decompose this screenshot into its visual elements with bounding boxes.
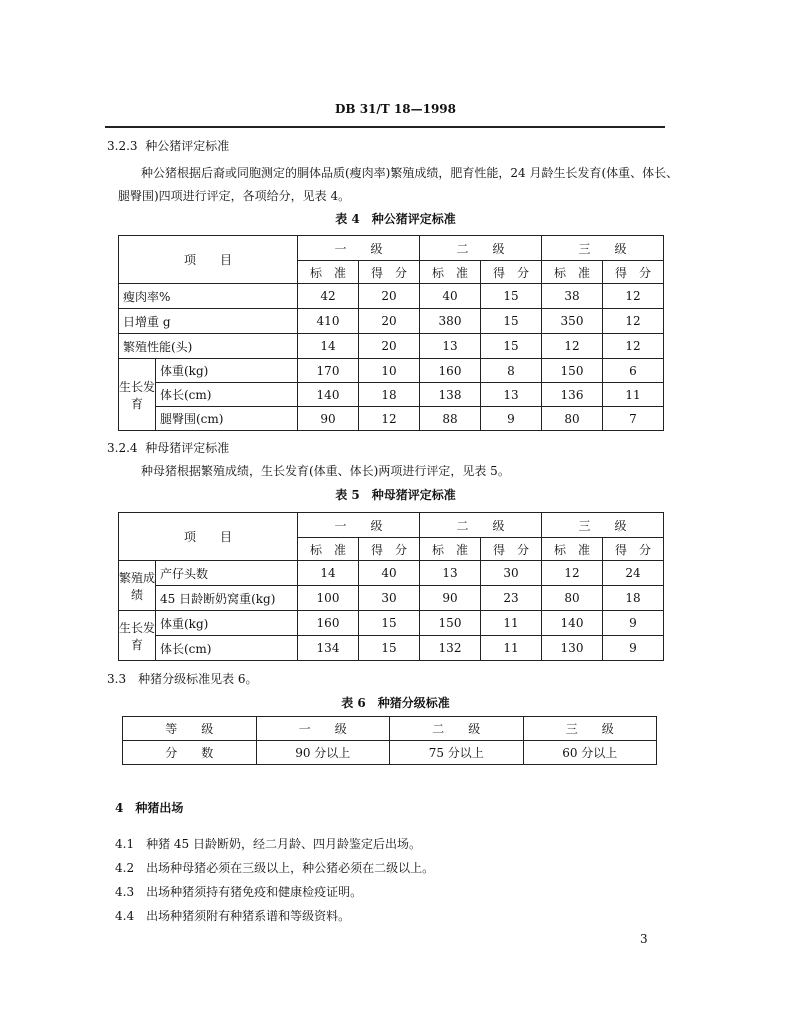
header-row bbox=[119, 236, 664, 261]
score-header: 得 分 bbox=[481, 261, 542, 284]
value-cell: 24 bbox=[603, 561, 664, 586]
value-cell: 20 bbox=[359, 334, 420, 359]
score-header: 得 分 bbox=[359, 261, 420, 284]
score-header: 得 分 bbox=[603, 538, 664, 561]
table-4-caption: 表 4 种公猪评定标准 bbox=[335, 212, 456, 226]
table-4 bbox=[118, 235, 664, 431]
table-row bbox=[119, 284, 664, 309]
standard-header: 标 准 bbox=[542, 261, 603, 284]
section-title: 种母猪评定标准 bbox=[145, 441, 230, 455]
group-label: 繁殖成绩 bbox=[119, 561, 156, 611]
header-rule bbox=[105, 126, 665, 128]
table-row bbox=[119, 383, 664, 407]
table-5 bbox=[118, 512, 664, 661]
value-cell: 90 分以上 bbox=[256, 741, 390, 765]
value-cell: 9 bbox=[603, 636, 664, 661]
section-number: 3.2.3 bbox=[107, 139, 138, 153]
section-number: 3.2.4 bbox=[107, 441, 138, 455]
table-row bbox=[119, 561, 664, 586]
value-cell: 30 bbox=[359, 586, 420, 611]
value-cell: 38 bbox=[542, 284, 603, 309]
row-label: 腿臀围(cm) bbox=[156, 407, 298, 431]
table-row bbox=[119, 611, 664, 636]
value-cell: 15 bbox=[359, 611, 420, 636]
section-title: 种公猪评定标准 bbox=[145, 139, 230, 153]
value-cell: 80 bbox=[542, 407, 603, 431]
value-cell: 二 级 bbox=[390, 717, 524, 741]
group-label: 生长发育 bbox=[119, 359, 156, 431]
row-label: 体重(kg) bbox=[156, 611, 298, 636]
value-cell: 75 分以上 bbox=[390, 741, 524, 765]
table-6 bbox=[122, 716, 657, 765]
header-row bbox=[119, 513, 664, 538]
value-cell: 140 bbox=[298, 383, 359, 407]
score-header: 得 分 bbox=[603, 261, 664, 284]
row-label: 日增重 g bbox=[119, 309, 298, 334]
value-cell: 9 bbox=[603, 611, 664, 636]
grade-header: 二 级 bbox=[420, 513, 542, 538]
table-row bbox=[123, 717, 657, 741]
section-4-heading: 4 种猪出场 bbox=[115, 801, 184, 815]
value-cell: 30 bbox=[481, 561, 542, 586]
value-cell: 90 bbox=[420, 586, 481, 611]
standard-header: 标 准 bbox=[420, 261, 481, 284]
standard-header: DB 31/T 18—1998 bbox=[334, 102, 456, 116]
row-label: 等 级 bbox=[123, 717, 257, 741]
value-cell: 42 bbox=[298, 284, 359, 309]
row-label: 45 日龄断奶窝重(kg) bbox=[156, 586, 298, 611]
value-cell: 380 bbox=[420, 309, 481, 334]
value-cell: 130 bbox=[542, 636, 603, 661]
table-row bbox=[123, 741, 657, 765]
value-cell: 8 bbox=[481, 359, 542, 383]
clause-item: 4.3 出场种猪须持有猪免疫和健康检疫证明。 bbox=[115, 885, 363, 899]
table-row bbox=[119, 359, 664, 383]
value-cell: 90 bbox=[298, 407, 359, 431]
grade-header: 三 级 bbox=[542, 236, 664, 261]
value-cell: 20 bbox=[359, 284, 420, 309]
value-cell: 11 bbox=[481, 636, 542, 661]
value-cell: 132 bbox=[420, 636, 481, 661]
value-cell: 80 bbox=[542, 586, 603, 611]
value-cell: 12 bbox=[603, 309, 664, 334]
value-cell: 15 bbox=[481, 284, 542, 309]
value-cell: 15 bbox=[481, 309, 542, 334]
value-cell: 6 bbox=[603, 359, 664, 383]
paragraph: 种母猪根据繁殖成绩，生长发育(体重、体长)两项进行评定，见表 5。 bbox=[141, 464, 510, 478]
value-cell: 12 bbox=[603, 284, 664, 309]
value-cell: 150 bbox=[420, 611, 481, 636]
standard-header: 标 准 bbox=[298, 261, 359, 284]
grade-header: 三 级 bbox=[542, 513, 664, 538]
table-row bbox=[119, 586, 664, 611]
score-header: 得 分 bbox=[359, 538, 420, 561]
row-label: 分 数 bbox=[123, 741, 257, 765]
value-cell: 15 bbox=[359, 636, 420, 661]
standard-header: 标 准 bbox=[542, 538, 603, 561]
value-cell: 10 bbox=[359, 359, 420, 383]
value-cell: 三 级 bbox=[523, 717, 657, 741]
grade-header: 一 级 bbox=[298, 236, 420, 261]
item-header: 项 目 bbox=[119, 513, 298, 561]
table-6-caption: 表 6 种猪分级标准 bbox=[341, 696, 450, 710]
value-cell: 150 bbox=[542, 359, 603, 383]
value-cell: 134 bbox=[298, 636, 359, 661]
paragraph: 腿臀围)四项进行评定，各项给分，见表 4。 bbox=[118, 189, 351, 203]
value-cell: 160 bbox=[420, 359, 481, 383]
group-label: 生长发育 bbox=[119, 611, 156, 661]
value-cell: 138 bbox=[420, 383, 481, 407]
row-label: 繁殖性能(头) bbox=[119, 334, 298, 359]
value-cell: 13 bbox=[420, 334, 481, 359]
page-number: 3 bbox=[640, 932, 648, 946]
value-cell: 14 bbox=[298, 561, 359, 586]
clause-item: 4.4 出场种猪须附有种猪系谱和等级资料。 bbox=[115, 909, 351, 923]
value-cell: 12 bbox=[542, 561, 603, 586]
row-label: 体长(cm) bbox=[156, 383, 298, 407]
value-cell: 12 bbox=[542, 334, 603, 359]
value-cell: 14 bbox=[298, 334, 359, 359]
value-cell: 88 bbox=[420, 407, 481, 431]
value-cell: 13 bbox=[420, 561, 481, 586]
value-cell: 15 bbox=[481, 334, 542, 359]
value-cell: 12 bbox=[603, 334, 664, 359]
item-header: 项 目 bbox=[119, 236, 298, 284]
section-3-2-3-heading bbox=[107, 137, 229, 154]
clause-item: 4.2 出场种母猪必须在三级以上，种公猪必须在二级以上。 bbox=[115, 861, 435, 875]
value-cell: 9 bbox=[481, 407, 542, 431]
value-cell: 13 bbox=[481, 383, 542, 407]
score-header: 得 分 bbox=[481, 538, 542, 561]
row-label: 体长(cm) bbox=[156, 636, 298, 661]
value-cell: 7 bbox=[603, 407, 664, 431]
value-cell: 23 bbox=[481, 586, 542, 611]
table-row bbox=[119, 309, 664, 334]
standard-header: 标 准 bbox=[298, 538, 359, 561]
value-cell: 350 bbox=[542, 309, 603, 334]
value-cell: 18 bbox=[359, 383, 420, 407]
table-row bbox=[119, 407, 664, 431]
paragraph: 种公猪根据后裔或同胞测定的胴体品质(瘦肉率)繁殖成绩，肥育性能，24 月龄生长发育(体重、体长、 bbox=[141, 166, 679, 180]
value-cell: 11 bbox=[603, 383, 664, 407]
value-cell: 11 bbox=[481, 611, 542, 636]
value-cell: 20 bbox=[359, 309, 420, 334]
value-cell: 60 分以上 bbox=[523, 741, 657, 765]
value-cell: 40 bbox=[420, 284, 481, 309]
value-cell: 40 bbox=[359, 561, 420, 586]
table-5-caption: 表 5 种母猪评定标准 bbox=[335, 488, 456, 502]
table-row bbox=[119, 636, 664, 661]
grade-header: 二 级 bbox=[420, 236, 542, 261]
value-cell: 170 bbox=[298, 359, 359, 383]
value-cell: 12 bbox=[359, 407, 420, 431]
table-row bbox=[119, 334, 664, 359]
section-3-2-4-heading bbox=[107, 439, 229, 456]
value-cell: 136 bbox=[542, 383, 603, 407]
section-3-3-text: 3.3 种猪分级标准见表 6。 bbox=[107, 672, 258, 686]
row-label: 体重(kg) bbox=[156, 359, 298, 383]
value-cell: 140 bbox=[542, 611, 603, 636]
value-cell: 160 bbox=[298, 611, 359, 636]
value-cell: 410 bbox=[298, 309, 359, 334]
row-label: 产仔头数 bbox=[156, 561, 298, 586]
grade-header: 一 级 bbox=[298, 513, 420, 538]
clause-item: 4.1 种猪 45 日龄断奶，经二月龄、四月龄鉴定后出场。 bbox=[115, 837, 421, 851]
value-cell: 100 bbox=[298, 586, 359, 611]
value-cell: 18 bbox=[603, 586, 664, 611]
standard-header: 标 准 bbox=[420, 538, 481, 561]
row-label: 瘦肉率% bbox=[119, 284, 298, 309]
value-cell: 一 级 bbox=[256, 717, 390, 741]
